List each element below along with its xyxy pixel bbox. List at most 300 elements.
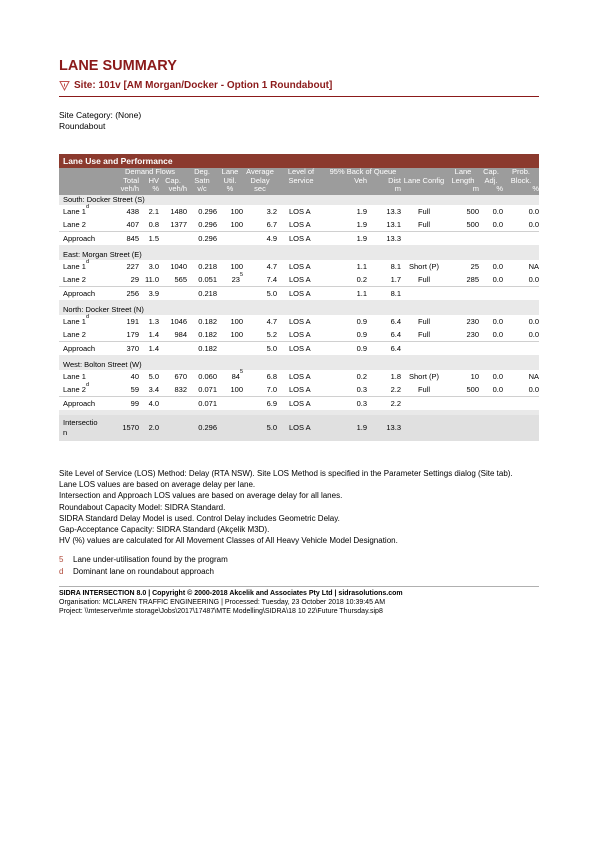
cell-delay-value: 5.0: [266, 288, 277, 298]
site-type: Roundabout: [59, 121, 106, 131]
cell-los-value: LOS A: [289, 274, 311, 284]
cell-veh: [325, 286, 367, 300]
cell-veh: [325, 370, 367, 383]
cell-config-value: Short (P): [408, 371, 439, 381]
cell-satn: [187, 370, 217, 383]
cell-delay: [243, 273, 277, 287]
cell-hv-value: 4.0: [148, 398, 159, 408]
cell-config-value: Full: [417, 206, 431, 216]
cell-length: [447, 328, 479, 342]
cell-capadj-value: 0.0: [492, 219, 503, 229]
cell-dist-value: 8.1: [390, 288, 401, 298]
cell-total: [111, 315, 139, 328]
cell-total: [111, 383, 139, 397]
table-row: [59, 370, 539, 383]
cell-hv-value: 1.3: [148, 316, 159, 326]
cell-veh-value: 1.1: [356, 288, 367, 298]
method-notes: [59, 468, 513, 546]
cell-los: [277, 383, 325, 397]
cell-dist: [367, 370, 401, 383]
cell-delay: [243, 341, 277, 355]
cell-satn-value: 0.296: [198, 422, 217, 432]
cell-hv-value: 3.0: [148, 261, 159, 271]
cell-prob-value: 0.0: [528, 329, 539, 339]
cell-capadj-value: 0.0: [492, 261, 503, 271]
approach-group-header: [59, 195, 539, 205]
cell-capadj: [479, 383, 503, 397]
cell-veh: [325, 341, 367, 355]
cell-cap-value: 1377: [170, 219, 187, 229]
lane-label-value: Lane 2: [63, 274, 86, 284]
cell-hv: [139, 315, 159, 328]
cell-hv: [139, 273, 159, 287]
cell-los: [277, 218, 325, 232]
cell-dist: [367, 396, 401, 410]
cell-hv-value: 2.1: [148, 206, 159, 216]
cell-length-value: 25: [470, 261, 479, 271]
cell-total: [111, 328, 139, 342]
unit: %: [217, 185, 243, 195]
footnote-marker: d: [85, 258, 90, 265]
cell-config-value: Short (P): [408, 261, 439, 271]
col-delay: Average Delay: [243, 168, 277, 185]
cell-cap-value: 984: [174, 329, 187, 339]
group-name: [59, 250, 539, 260]
cell-config-value: Full: [417, 316, 431, 326]
approach-label-value: Approach: [63, 288, 96, 298]
cell-prob: [503, 273, 539, 287]
cell-delay-value: 5.0: [266, 422, 277, 432]
cell-veh-value: 1.1: [356, 261, 367, 271]
group-name: [59, 360, 539, 370]
cell-total-value: 29: [130, 274, 139, 284]
cell-length-value: 285: [466, 274, 479, 284]
footer: [59, 589, 403, 617]
cell-length: [447, 205, 479, 218]
footer-project: Project: \\mteserver\mte storage\Jobs\2017\17487\MTE Modelling\SIDRA\18 10 22\Future Thursday.sip8: [59, 608, 383, 616]
cell-config: [401, 260, 447, 273]
cell-dist: [367, 218, 401, 232]
col-queue: 95% Back of Queue: [325, 168, 401, 177]
footnote-marker: 5: [239, 271, 243, 278]
cell-cap-value: 1046: [170, 316, 187, 326]
cell-config-value: Full: [417, 219, 431, 229]
cell-satn-value: 0.182: [198, 316, 217, 326]
cell-los: [277, 370, 325, 383]
lane-label-value: Lane 2: [63, 329, 86, 339]
cell-capadj-value: 0.0: [492, 384, 503, 394]
cell-dist: [367, 341, 401, 355]
cell-total-value: 191: [126, 316, 139, 326]
units-row: [59, 185, 539, 195]
group-name-value: West: Bolton Street (W): [63, 359, 142, 369]
unit: %: [503, 185, 539, 195]
lane-label-value: Lane 1: [63, 371, 86, 381]
cell-config: [401, 315, 447, 328]
note-line: Roundabout Capacity Model: SIDRA Standard.: [59, 502, 226, 512]
cell-util-value: 84: [231, 371, 240, 381]
cell-satn-value: 0.182: [198, 329, 217, 339]
cell-hv-value: 1.4: [148, 329, 159, 339]
approach-row: [59, 231, 539, 245]
unit: m: [447, 185, 479, 195]
unit: m: [367, 185, 401, 195]
lane-label: [59, 315, 111, 328]
lane-label: [59, 260, 111, 273]
cell-delay: [243, 218, 277, 232]
cell-prob: [503, 370, 539, 383]
approach-label-value: Approach: [63, 398, 96, 408]
cell-hv: [139, 396, 159, 410]
cell-util-value: 23: [231, 274, 240, 284]
cell-capadj: [479, 218, 503, 232]
cell-total-value: 40: [130, 371, 139, 381]
cell-dist: [367, 383, 401, 397]
cell-total-value: 99: [130, 398, 139, 408]
cell-satn-value: 0.071: [198, 384, 217, 394]
cell-hv: [139, 415, 159, 441]
cell-config-value: Full: [417, 329, 431, 339]
cell-los: [277, 231, 325, 245]
cell-capadj: [479, 370, 503, 383]
col-veh: Veh: [325, 177, 367, 186]
cell-veh: [325, 273, 367, 287]
cell-capadj: [479, 260, 503, 273]
lane-label-value: Lane 2: [63, 219, 86, 229]
approach-group-header: [59, 360, 539, 370]
cell-los: [277, 415, 325, 441]
cell-prob-value: 0.0: [528, 274, 539, 284]
col-util: Lane Util.: [217, 168, 243, 185]
cell-capadj: [479, 328, 503, 342]
cell-util: [217, 328, 243, 342]
cell-satn: [187, 328, 217, 342]
cell-prob-value: NA: [528, 261, 539, 271]
cell-hv: [139, 260, 159, 273]
cell-cap-value: 1480: [170, 206, 187, 216]
lane-label: [59, 205, 111, 218]
intersection-row: [59, 415, 539, 441]
cell-satn: [187, 315, 217, 328]
cell-hv-value: 1.5: [148, 233, 159, 243]
approach-row: [59, 341, 539, 355]
lane-use-table: [59, 154, 539, 441]
footer-org: Organisation: MCLAREN TRAFFIC ENGINEERING | Processed: Tuesday, 23 October 2018 10:39:45 AM: [59, 599, 386, 607]
legend-symbol: d: [59, 566, 64, 576]
cell-hv: [139, 328, 159, 342]
cell-veh: [325, 315, 367, 328]
footnote-marker: d: [85, 313, 90, 320]
approach-label-value: Approach: [63, 343, 96, 353]
cell-cap-value: 832: [174, 384, 187, 394]
cell-delay: [243, 286, 277, 300]
cell-satn: [187, 415, 217, 441]
cell-veh: [325, 383, 367, 397]
cell-length-value: 10: [470, 371, 479, 381]
cell-dist-value: 13.3: [386, 233, 401, 243]
cell-delay: [243, 315, 277, 328]
approach-group-header: [59, 250, 539, 260]
unit: sec: [243, 185, 277, 195]
cell-hv-value: 3.9: [148, 288, 159, 298]
legend-symbol: 5: [59, 555, 64, 564]
cell-config: [401, 218, 447, 232]
cell-delay-value: 4.9: [266, 233, 277, 243]
cell-total-value: 438: [126, 206, 139, 216]
cell-los-value: LOS A: [289, 206, 311, 216]
col-length: Lane Length: [447, 168, 479, 185]
note-line: Gap-Acceptance Capacity: SIDRA Standard (Akçelik M3D).: [59, 525, 270, 535]
intersection-label-line: n: [63, 427, 68, 437]
note-line: Intersection and Approach LOS values are based on average delay for all lanes.: [59, 491, 343, 501]
cell-delay-value: 4.7: [266, 261, 277, 271]
cell-satn: [187, 286, 217, 300]
cell-total: [111, 273, 139, 287]
cell-hv: [139, 383, 159, 397]
cell-hv-value: 5.0: [148, 371, 159, 381]
group-name-value: North: Docker Street (N): [63, 304, 144, 314]
cell-veh: [325, 260, 367, 273]
cell-hv: [139, 370, 159, 383]
cell-dist-value: 13.3: [386, 422, 401, 432]
cell-los: [277, 328, 325, 342]
cell-veh: [325, 396, 367, 410]
cell-delay-value: 6.7: [266, 219, 277, 229]
cell-satn: [187, 260, 217, 273]
cell-hv-value: 1.4: [148, 343, 159, 353]
cell-delay: [243, 370, 277, 383]
cell-cap: [159, 370, 187, 383]
cell-los-value: LOS A: [289, 288, 311, 298]
cell-prob-value: 0.0: [528, 219, 539, 229]
cell-veh: [325, 415, 367, 441]
footer-rule: [59, 586, 539, 587]
cell-los-value: LOS A: [289, 329, 311, 339]
cell-satn: [187, 273, 217, 287]
cell-veh-value: 0.2: [356, 274, 367, 284]
cell-veh: [325, 205, 367, 218]
cell-satn-value: 0.182: [198, 343, 217, 353]
approach-label: [59, 286, 111, 300]
table-row: [59, 273, 539, 287]
cell-capadj-value: 0.0: [492, 371, 503, 381]
cell-util: [217, 383, 243, 397]
cell-length: [447, 315, 479, 328]
cell-dist: [367, 315, 401, 328]
cell-dist-value: 6.4: [390, 329, 401, 339]
cell-total-value: 59: [130, 384, 139, 394]
cell-total-value: 1570: [122, 422, 139, 432]
cell-length: [447, 273, 479, 287]
lane-label-value: Lane 1: [63, 206, 86, 216]
footer-brand: SIDRA INTERSECTION 8.0 | Copyright © 2000-2018 Akcelik and Associates Pty Ltd | sidrasolutions.com: [59, 590, 403, 597]
note-line: Site Level of Service (LOS) Method: Delay (RTA NSW). Site LOS Method is specified in the Parameter Settings dialog (Site tab).: [59, 469, 513, 478]
cell-prob: [503, 328, 539, 342]
note-line: Lane LOS values are based on average delay per lane.: [59, 480, 256, 490]
legend-text: Dominant lane on roundabout approach: [73, 566, 214, 576]
cell-delay-value: 5.0: [266, 343, 277, 353]
cell-hv: [139, 205, 159, 218]
cell-los-value: LOS A: [289, 398, 311, 408]
cell-hv: [139, 218, 159, 232]
cell-length-value: 230: [466, 316, 479, 326]
lane-label: [59, 273, 111, 287]
cell-dist-value: 13.3: [386, 206, 401, 216]
lane-label-value: Lane 1: [63, 316, 86, 326]
cell-capadj: [479, 315, 503, 328]
site-category: Site Category: (None): [59, 110, 142, 120]
cell-veh-value: 1.9: [356, 219, 367, 229]
cell-veh-value: 1.9: [356, 233, 367, 243]
approach-label: [59, 231, 111, 245]
intersection-label: [59, 415, 111, 441]
cell-prob: [503, 260, 539, 273]
cell-veh-value: 0.2: [356, 371, 367, 381]
cell-satn-value: 0.060: [198, 371, 217, 381]
cell-hv-value: 2.0: [148, 422, 159, 432]
group-name-value: East: Morgan Street (E): [63, 249, 142, 259]
cell-dist-value: 1.7: [390, 274, 401, 284]
cell-config-value: Full: [417, 384, 431, 394]
col-capadj: Cap. Adj.: [479, 168, 503, 185]
cell-delay: [243, 231, 277, 245]
cell-los: [277, 341, 325, 355]
cell-satn: [187, 383, 217, 397]
cell-dist: [367, 286, 401, 300]
approach-row: [59, 286, 539, 300]
site-heading: [59, 80, 332, 91]
cell-hv: [139, 286, 159, 300]
cell-delay: [243, 260, 277, 273]
cell-length-value: 500: [466, 219, 479, 229]
table-body: [59, 195, 539, 441]
note-line: HV (%) values are calculated for All Movement Classes of All Heavy Vehicle Model Designation.: [59, 536, 398, 546]
table-row: [59, 218, 539, 232]
table-row: [59, 315, 539, 328]
cell-dist: [367, 273, 401, 287]
cell-prob: [503, 315, 539, 328]
unit: v/c: [187, 185, 217, 195]
approach-label-value: Approach: [63, 233, 96, 243]
table-header: [59, 168, 539, 195]
site-category-block: [59, 110, 141, 132]
legend: [59, 554, 228, 577]
cell-hv: [139, 341, 159, 355]
cell-dist: [367, 205, 401, 218]
cell-los: [277, 273, 325, 287]
cell-dist-value: 6.4: [390, 343, 401, 353]
cell-length: [447, 218, 479, 232]
unit: veh/h: [111, 185, 139, 195]
cell-los: [277, 260, 325, 273]
cell-los: [277, 205, 325, 218]
cell-delay-value: 7.0: [266, 384, 277, 394]
legend-item: [59, 566, 228, 578]
col-dist: Dist: [367, 177, 401, 186]
cell-util-value: 100: [230, 219, 243, 229]
cell-total: [111, 286, 139, 300]
footnote-marker: d: [85, 381, 90, 388]
cell-satn-value: 0.296: [198, 233, 217, 243]
cell-los-value: LOS A: [289, 233, 311, 243]
cell-los-value: LOS A: [289, 316, 311, 326]
approach-label: [59, 341, 111, 355]
cell-delay-value: 6.8: [266, 371, 277, 381]
cell-veh-value: 0.9: [356, 316, 367, 326]
cell-delay-value: 7.4: [266, 274, 277, 284]
col-prob: Prob. Block.: [503, 168, 539, 185]
cell-cap-value: 670: [174, 371, 187, 381]
cell-dist-value: 8.1: [390, 261, 401, 271]
table-title: Lane Use and Performance: [59, 154, 539, 168]
cell-delay-value: 6.9: [266, 398, 277, 408]
cell-delay: [243, 415, 277, 441]
intersection-label-line: Intersectio: [63, 417, 98, 427]
cell-length-value: 230: [466, 329, 479, 339]
cell-satn-value: 0.218: [198, 261, 217, 271]
cell-cap: [159, 218, 187, 232]
col-los: Level of Service: [277, 168, 325, 185]
group-name-value: South: Docker Street (S): [63, 194, 145, 204]
cell-delay-value: 3.2: [266, 206, 277, 216]
cell-satn: [187, 341, 217, 355]
cell-total: [111, 260, 139, 273]
site-title: Site: 101v [AM Morgan/Docker - Option 1 Roundabout]: [74, 80, 333, 91]
cell-total: [111, 218, 139, 232]
cell-satn: [187, 396, 217, 410]
cell-los-value: LOS A: [289, 422, 311, 432]
cell-satn-value: 0.071: [198, 398, 217, 408]
cell-veh: [325, 231, 367, 245]
cell-config: [401, 273, 447, 287]
cell-cap: [159, 205, 187, 218]
cell-veh: [325, 218, 367, 232]
cell-capadj: [479, 273, 503, 287]
title-rule: [59, 96, 539, 97]
cell-total-value: 179: [126, 329, 139, 339]
table-row: [59, 260, 539, 273]
cell-delay-value: 5.2: [266, 329, 277, 339]
cell-cap-value: 565: [174, 274, 187, 284]
cell-delay: [243, 205, 277, 218]
cell-total: [111, 205, 139, 218]
cell-total-value: 256: [126, 288, 139, 298]
cell-veh-value: 0.3: [356, 398, 367, 408]
cell-cap: [159, 315, 187, 328]
col-hv: HV: [139, 177, 159, 186]
cell-delay-value: 4.7: [266, 316, 277, 326]
cell-dist-value: 2.2: [390, 398, 401, 408]
cell-length: [447, 383, 479, 397]
cell-prob-value: 0.0: [528, 206, 539, 216]
lane-label-value: Lane 1: [63, 261, 86, 271]
lane-label: [59, 218, 111, 232]
cell-prob-value: 0.0: [528, 384, 539, 394]
cell-satn-value: 0.296: [198, 219, 217, 229]
cell-cap: [159, 328, 187, 342]
cell-capadj-value: 0.0: [492, 316, 503, 326]
cell-util-value: 100: [230, 329, 243, 339]
cell-prob: [503, 205, 539, 218]
cell-util-value: 100: [230, 316, 243, 326]
cell-prob-value: NA: [528, 371, 539, 381]
cell-util-value: 100: [230, 261, 243, 271]
cell-cap: [159, 260, 187, 273]
cell-hv-value: 11.0: [144, 274, 159, 284]
cell-satn-value: 0.051: [198, 274, 217, 284]
cell-total: [111, 396, 139, 410]
cell-delay: [243, 383, 277, 397]
